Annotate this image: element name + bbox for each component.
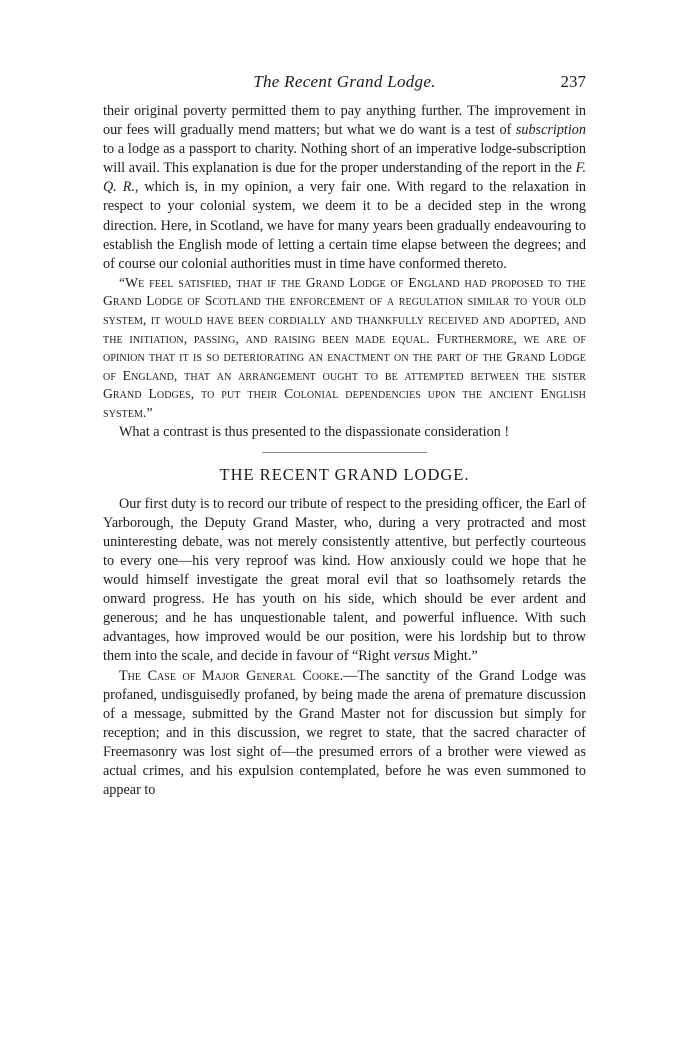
paragraph-tribute xyxy=(103,495,586,667)
paragraph-contrast: What a contrast is thus presented to the dispassionate consideration ! xyxy=(119,423,510,440)
text-run: Our first duty is to record our tribute of respect to the presiding officer, the Earl of Yarborough, the Deputy Grand Master, who, during a very protracted and most uninteresting debate, was not merely consistently attentive, but perfectly courteous to every one—his very reproof was kind. How anxiously could we hope that he would himself investigate the great moral evil that so loathsomely retards the onward progress. He has youth on his side, which should be ever ardent and generous; and he has unquestionable talent, and powerful influence. With such advantages, how improved would be our position, were his lordship but to throw them into the scale, and decide in favour of “Right xyxy=(103,495,586,665)
text-run: Might.” xyxy=(429,648,478,665)
paragraph-continuation xyxy=(103,102,586,274)
section-divider xyxy=(262,452,427,453)
emphasis-fqr: F. Q. R. xyxy=(103,160,586,196)
quoted-resolution: “We feel satisfied, that if the Grand Lodge of England had proposed to the Grand Lodge of Scotland the enforcement of a regulation similar to your old system, it would have been cordially and thankfully received and adopted, and the initiation, passing, and raising been made equal. Furthermore, we are of opinion that it is so deteriorating an enactment on the part of the Grand Lodge of England, that an arrangement ought to be attempted between the sister Grand Lodges, to put their Colonial dependencies upon the ancient English system.” xyxy=(103,274,586,420)
text-run: —The sanctity of the Grand Lodge was profaned, undisguisedly profaned, by being made the arena of premature discussion of a message, submitted by the Grand Master not for discussion but simply for reception; and in this discussion, we regret to state, that the sacred character of Freemasonry was lost sight of—the presumed errors of a brother were viewed as actual crimes, and his expulsion contemplated, before he was even summoned to appear to xyxy=(103,667,586,799)
running-header xyxy=(103,72,586,102)
case-heading: The Case of Major General Cooke. xyxy=(119,667,344,684)
emphasis-versus: versus xyxy=(393,648,430,665)
text-run: their original poverty permitted them to pay anything further. The improvement in our fees will gradually mend matters; but what we do want is a test of xyxy=(103,103,586,139)
running-title: The Recent Grand Lodge. xyxy=(253,72,436,91)
text-run: to a lodge as a passport to charity. Nothing short of an imperative lodge-subscription will avail. This explanation is due for the proper understanding of the report in the xyxy=(103,141,586,177)
page-number: 237 xyxy=(560,72,586,91)
paragraph-cooke xyxy=(103,667,586,801)
page xyxy=(103,72,586,800)
section-title: THE RECENT GRAND LODGE. xyxy=(219,464,470,484)
emphasis-subscription: subscription xyxy=(515,122,586,139)
text-run: , which is, in my opinion, a very fair one. With regard to the relaxation in respect to your colonial system, we deem it to be a decided step in the wrong direction. Here, in Scotland, we have for many years been gradually endeavouring to establish the English mode of letting a certain time elapse between the degrees; and of course our colonial authorities must in time have conformed thereto. xyxy=(103,179,586,272)
